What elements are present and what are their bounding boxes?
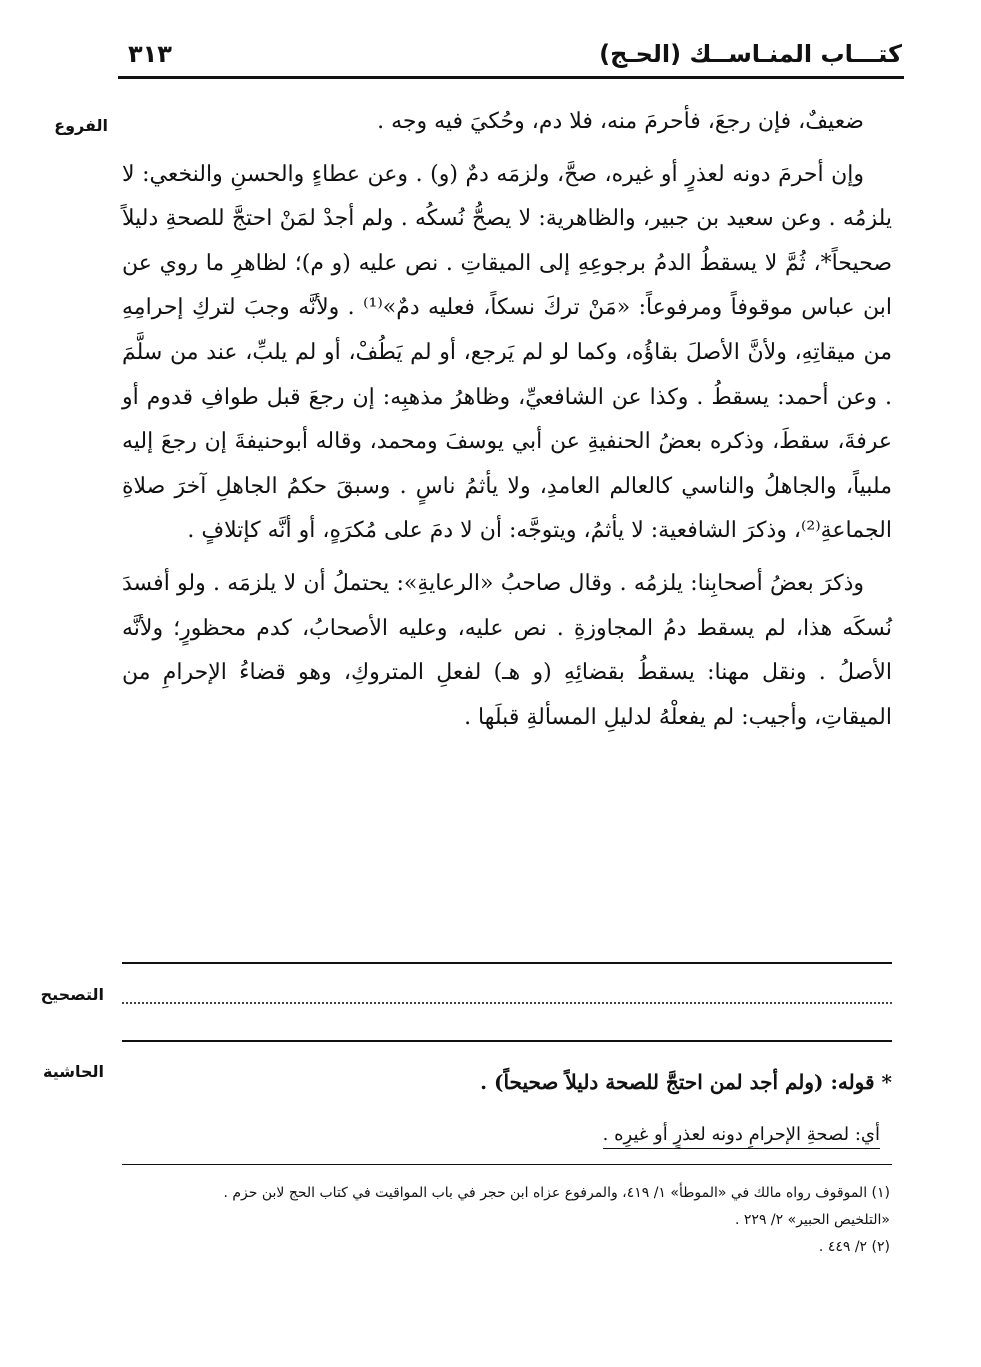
footnotes	[110, 1180, 890, 1261]
header-rule	[118, 76, 904, 79]
side-label-furu: الفروع	[54, 116, 108, 135]
hashiya-quote: * قوله: (ولم أجد لمن احتجَّ للصحة دليلاً صحيحاً) .	[480, 1070, 892, 1094]
footnote: (٢) ٢/ ٤٤٩ .	[818, 1239, 890, 1255]
section-rule	[122, 1040, 892, 1042]
page-number: ٣١٣	[128, 40, 172, 68]
side-label-hashiya: الحاشية	[43, 1062, 104, 1081]
hashiya-explanation-text: أي: لصحةِ الإحرامِ دونه لعذرٍ أو غيرِه .	[603, 1124, 880, 1149]
footnote-rule	[122, 1164, 892, 1165]
paragraph: وذكرَ بعضُ أصحابِنا: يلزمُه . وقال صاحبُ «الرعايةِ»: يحتملُ أن لا يلزمَه . ولو أفسدَ نُسكَه هذا، لم يسقط دمُ المجاوزةِ . نص عليه، وعليه الأصحابُ، كدم محظورٍ؛ ولأنَّه الأصلُ . ونقل مهنا: يسقطُ بقضائِهِ (و هـ) لفعلِ المتروكِ، وهو قضاءُ الإحرامِ من الميقاتِ، وأجيب: لم يفعلْهُ لدليلِ المسألةِ قبلَها .	[122, 570, 892, 730]
paragraph: وإن أحرمَ دونه لعذرٍ أو غيره، صحَّ، ولزمَه دمٌ (و) . وعن عطاءٍ والحسنِ والنخعي: لا يلزمُه . وعن سعيد بن جبير، والظاهرية: لا يصحُّ نُسكُه . ولم أجدْ لمَنْ احتجَّ للصحةِ دليلاً صحيحاً*، ثُمَّ لا يسقطُ الدمُ برجوعِهِ إلى الميقاتِ . نص عليه (و م)؛ لظاهرِ ما روي عن ابن عباس موقوفاً ومرفوعاً: «مَنْ تركَ نسكاً، فعليه دمٌ»⁽¹⁾ . ولأنَّه وجبَ لتركِ إحرامِهِ من ميقاتِهِ، ولأنَّ الأصلَ بقاؤُه، وكما لو لم يَرجع، أو لم يَطُفْ، أو لم يلبِّ، عند من سلَّمَ . وعن أحمد: يسقطُ . وكذا عن الشافعيِّ، وظاهرُ مذهبِه: إن رجعَ قبل طوافِ قدوم أو عرفةَ، سقطَ، وذكره بعضُ الحنفيةِ عن أبي يوسفَ ومحمد، وقاله أبوحنيفةَ إن رجعَ إليه ملبياً، والجاهلُ والناسي كالعالم العامدِ، ولا يأثمُ ناسٍ . وسبقَ حكمُ الجاهلِ آخرَ صلاةِ الجماعةِ⁽²⁾، وذكرَ الشافعية: لا يأثمُ، ويتوجَّه: أن لا دمَ على مُكرَهٍ، أو أنَّه كإتلافٍ .	[122, 161, 893, 544]
paragraph: ضعيفٌ، فإن رجعَ، فأحرمَ منه، فلا دم، وحُكيَ فيه وجه .	[377, 109, 864, 134]
side-label-tashih: التصحيح	[40, 985, 104, 1004]
main-text	[122, 100, 892, 748]
tashih-dotted-line	[122, 1002, 892, 1004]
footnote: (١) الموقوف رواه مالك في «الموطأ» ١/ ٤١٩، والمرفوع عزاه ابن حجر في باب المواقيت في كتاب الحج لابن حزم .	[223, 1185, 890, 1201]
section-rule	[122, 962, 892, 964]
chapter-title: كتـــاب المنـاســك (الحـج)	[599, 40, 902, 68]
hashiya-explanation	[480, 1124, 880, 1145]
footnote: «التلخيص الحبير» ٢/ ٢٢٩ .	[735, 1212, 890, 1228]
running-header	[122, 40, 902, 72]
